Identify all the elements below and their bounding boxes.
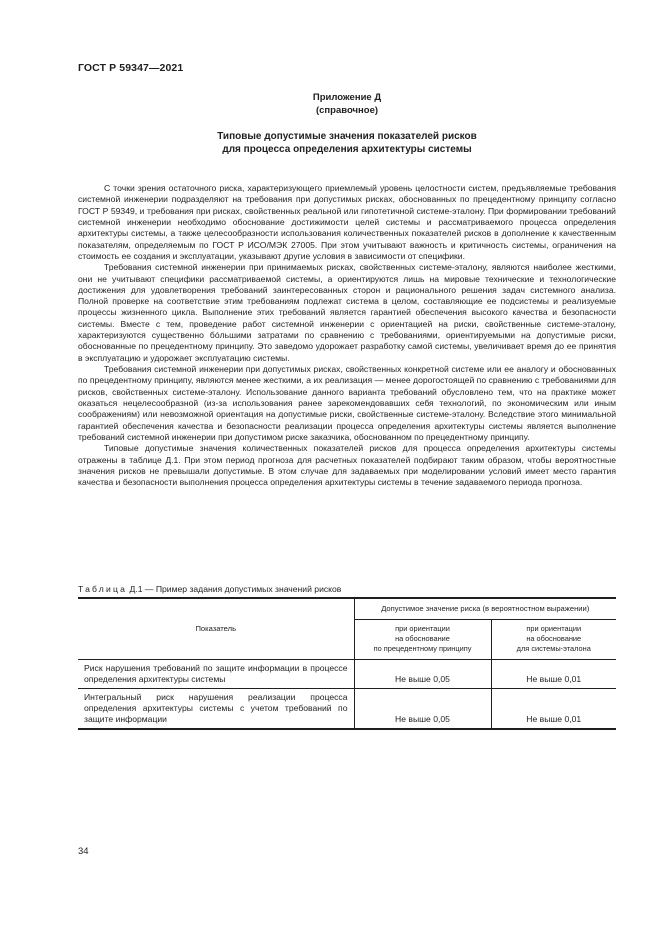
standard-designation: ГОСТ Р 59347—2021 [78, 62, 184, 74]
row-value-precedent: Не выше 0,05 [354, 688, 491, 729]
header-indicator: Показатель [78, 598, 354, 659]
paragraph-4: Типовые допустимые значения количественных показателей рисков для процесса определения архитектуры системы отражены в таблице Д.1. При этом период прогноза для расчетных показателей подбирают таким образом, чтобы вероятностные значения рисков не превышали допустимые. В этом случае для задаваемых при моделировании условий имеет место гарантия качества и безопасности выполнения процесса определения архитектуры системы в течение задаваемого периода прогноза. [78, 443, 616, 488]
table-caption-text: Д.1 — Пример задания допустимых значений рисков [127, 584, 342, 594]
annex-kind: (справочное) [315, 104, 379, 116]
header-allowed-risk: Допустимое значение риска (в вероятностном выражении) [354, 598, 616, 619]
paragraph-1: С точки зрения остаточного риска, характеризующего приемлемый уровень целостности систем, предъявляемые требования системной инженерии подразделяют на требования при допустимых рисках, обоснованных по прецедентному принципу согласно ГОСТ Р 59349, и требования при рисках, свойственных реальной или гипотетичной системе-эталону. При формировании требований системной инженерии необходимо обоснование достижимости целей системы и рассматриваемого процесса определения архитектуры системы, а также целесообразности использования количественных показателей рисков в дополнение к качественным показателям, определяемым по ГОСТ Р ИСО/МЭК 27005. При этом учитывают важность и критичность системы, ограничения на стоимость ее создания и эксплуатации, указывают другие условия в зависимости от специфики. [78, 183, 616, 261]
paragraph-3: Требования системной инженерии при допустимых рисках, свойственных конкретной системе или ее аналогу и обоснованных по прецедентному принципу, являются менее жесткими, а их реализация — менее дорогостоящей по сравнению с требованиями для рисков, свойственных системе-эталону. Использование данного варианта требований обусловлено тем, что на практике может оказаться нецелесообразной (из-за использования ранее зарекомендовавших себя технологий, по экономическим или иным соображениям) или невозможной ориентация на допустимые риски, свойственные системе-эталону. Вследствие этого минимальной гарантией обеспечения качества и безопасности реализации процесса определения архитектуры системы является выполнение требований системной инженерии при допустимом риске заказчика, обоснованном по прецедентному принципу. [78, 364, 616, 442]
row-value-precedent: Не выше 0,05 [354, 659, 491, 688]
header-precedent-column: при ориентации на обоснование по прецедентному принципу [354, 619, 491, 659]
row-value-reference: Не выше 0,01 [491, 688, 616, 729]
row-indicator: Риск нарушения требований по защите информации в процессе определения архитектуры системы [78, 659, 354, 688]
annex-heading [78, 92, 616, 117]
body-text [78, 183, 616, 488]
annex-title [78, 130, 616, 156]
paragraph-2: Требования системной инженерии при принимаемых рисках, свойственных системе-эталону, являются наиболее жесткими, они не учитывают специфики рассматриваемой системы, а ориентируются лишь на мировые технические и технологические достижения для удовлетворения требований заинтересованных сторон и рационального решения задач системного анализа. Полной проверке на соответствие этим требованиям подлежат система в целом, составляющие ее подсистемы и реализуемые процессы жизненного цикла. Выполнение этих требований является гарантией обеспечения высокого качества и безопасности системы. Вместе с тем, проведение работ системной инженерии с ориентацией на риски, свойственные системе-эталону, характеризуются существенно бóльшими затратами по сравнению с требованиями, ориентируемыми на допустимые риски, обоснованные по прецедентному принципу. Это заведомо удорожает разработку самой системы, увеличивает время до ее принятия в эксплуатацию и удорожает эксплуатацию системы. [78, 262, 616, 363]
annex-title-line1: Типовые допустимые значения показателей рисков [217, 131, 477, 142]
annex-label: Приложение Д [312, 92, 382, 103]
row-value-reference: Не выше 0,01 [491, 659, 616, 688]
risk-values-table [78, 597, 616, 730]
annex-title-line2: для процесса определения архитектуры системы [222, 144, 472, 155]
table-caption [78, 584, 341, 595]
table-row [78, 688, 616, 729]
table-row [78, 659, 616, 688]
row-indicator: Интегральный риск нарушения реализации процесса определения архитектуры системы с учетом требований по защите информации [78, 688, 354, 729]
page-number: 34 [78, 846, 89, 857]
header-reference-system-column: при ориентации на обоснование для системы-эталона [491, 619, 616, 659]
table-caption-prefix: Таблица [78, 584, 128, 594]
